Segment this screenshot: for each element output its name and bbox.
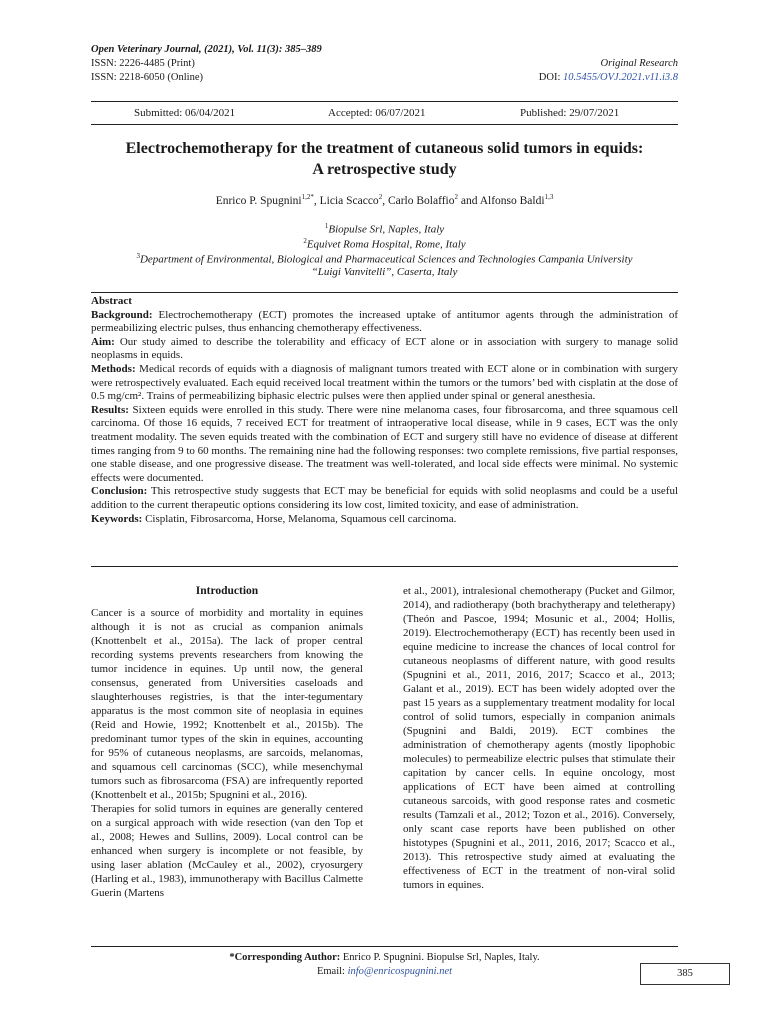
abstract-heading bbox=[91, 295, 678, 309]
affiliation-3-sup: 3 bbox=[136, 252, 140, 260]
abstract-aim bbox=[91, 336, 678, 363]
aim-label: Aim: bbox=[91, 335, 115, 348]
accepted-date: Accepted: 06/07/2021 bbox=[328, 107, 426, 119]
corr-text: Enrico P. Spugnini. Biopulse Srl, Naples, Italy. bbox=[340, 952, 540, 963]
header-rule bbox=[91, 101, 678, 102]
author-3-sup: 2 bbox=[454, 193, 458, 201]
issn-online: ISSN: 2218-6050 (Online) bbox=[91, 72, 203, 83]
page-number: 385 bbox=[640, 963, 730, 985]
author-1: Enrico P. Spugnini bbox=[215, 194, 302, 207]
background-text: Electrochemotherapy (ECT) promotes the increased uptake of antitumor agents through the administration of permeabilizing electric pulses, thus enhancing chemotherapy effectiveness. bbox=[91, 308, 678, 335]
affiliation-1-sup: 1 bbox=[324, 222, 329, 230]
author-1-sup: 1,2* bbox=[301, 193, 314, 201]
doi-label: DOI: bbox=[538, 72, 563, 83]
corresponding-author bbox=[91, 952, 678, 963]
affiliation-3-text: Department of Environmental, Biological and Pharmaceutical Sciences and Technologies Campania University bbox=[139, 253, 633, 266]
conclusion-text: This retrospective study suggests that ECT may be beneficial for equids with solid neoplasms and could be a useful addition to the current therapeutic options considering its low cost, limited toxicity, and ease of administration. bbox=[91, 485, 678, 511]
article-type: Original Research bbox=[600, 58, 678, 69]
affiliation-2-sup: 2 bbox=[303, 237, 307, 245]
keywords-label: Keywords: bbox=[91, 512, 143, 525]
affiliation-3 bbox=[91, 252, 678, 266]
abstract-conclusion bbox=[91, 485, 678, 512]
corresponding-email bbox=[91, 966, 678, 977]
doi-link[interactable]: 10.5455/OVJ.2021.v11.i3.8 bbox=[563, 72, 678, 83]
title-line-1: Electrochemotherapy for the treatment of cutaneous solid tumors in equids: bbox=[125, 140, 644, 157]
abstract-bottom-rule bbox=[91, 566, 678, 567]
abstract-heading-text: Abstract bbox=[91, 295, 132, 307]
submitted-date: Submitted: 06/04/2021 bbox=[134, 107, 236, 119]
results-text: Sixteen equids were enrolled in this study. There were nine melanoma cases, four fibrosarcoma, and three squamous cell carcinoma. Of those 16 equids, 7 received ECT for treatment of intraoperative local disease, while in 9 cases, ECT was the only treatment modality. The seven equids treated with the combination of ECT and surgery still have no evidence of disease at different times ranging from 9 to 60 months. The remaining nine had the following responses: two complete remissions, five partial responses, one stable disease, and one progressive disease. The treatment was well-tolerated, and local side effects were minimal. No systemic effects were documented. bbox=[91, 403, 678, 484]
methods-label: Methods: bbox=[91, 362, 136, 375]
background-label: Background: bbox=[91, 308, 153, 321]
introduction-heading: Introduction bbox=[195, 585, 259, 597]
methods-text: Medical records of equids with a diagnosis of malignant tumors treated with ECT alone or in combination with surgery were retrospectively evaluated. Each equid received local treatment within the tumors or the tumors’ bed with cisplatin at the dose of 0.5 mg/cm². Trains of permeabilizing biphasic electric pulses were then applied under spinal or general anesthesia. bbox=[91, 362, 678, 403]
intro-paragraph-3: et al., 2001), intralesional chemotherapy (Pucket and Gilmor, 2014), and radiotherapy (both brachytherapy and teletherapy) (Theón and Pascoe, 1994; Mosunic et al., 2004; Hollis, 2019). Electrochemotherapy (ECT) has recently been used in equine medicine to increase the chances of local control for cutaneous neoplasms of different nature, with good results (Spugnini et al., 2011, 2016, 2017; Scacco et al., 2013; Galant et al., 2019). ECT has been widely adopted over the past 15 years as a supplementary treatment modality for local control of solid tumors, especially in companion animals (Spugnini and Baldi, 2019). ECT combines the administration of chemotherapy agents (mostly lipophobic molecules) to permeabilize electric pulses that stimulate their capitation by cancer cells. In equine oncology, most applications of ECT have been aimed at controlling cutaneous sarcoids, with good response rates and cosmetic results (Tamzali et al., 2012; Tozon et al., 2016). Conversely, only scant case reports have been published on other histotypes (Spugnini et al., 2011, 2016, 2017; Scacco et al., 2013). This retrospective study aimed at evaluating the effectiveness of ECT in the treatment of non-viral solid tumors in equines. bbox=[403, 585, 675, 891]
email-link[interactable]: info@enricospugnini.net bbox=[347, 966, 453, 977]
abstract bbox=[91, 295, 678, 526]
affiliation-3-cont: “Luigi Vanvitelli”, Caserta, Italy bbox=[311, 266, 458, 278]
abstract-keywords bbox=[91, 513, 678, 527]
author-3: , Carlo Bolaffio bbox=[382, 194, 455, 207]
abstract-top-rule bbox=[91, 292, 678, 293]
author-2: , Licia Scacco bbox=[313, 194, 379, 207]
results-label: Results: bbox=[91, 403, 129, 416]
corr-label: *Corresponding Author: bbox=[229, 952, 341, 963]
affiliation-1 bbox=[91, 222, 678, 236]
dates-rule bbox=[91, 124, 678, 125]
right-column bbox=[403, 584, 675, 892]
affiliation-2-text: Equivet Roma Hospital, Rome, Italy bbox=[306, 238, 466, 251]
abstract-results bbox=[91, 404, 678, 486]
issn-print: ISSN: 2226-4485 (Print) bbox=[91, 58, 195, 69]
abstract-methods bbox=[91, 363, 678, 404]
affiliation-2 bbox=[91, 237, 678, 251]
intro-paragraph-1: Cancer is a source of morbidity and mortality in equines although it is not as crucial as companion animals (Knottenbelt et al., 2015a). The lack of proper central recording systems prevents researchers from knowing the tumor incidence in equines. Up until now, the general consensus, generated from Universities caseloads and slaughterhouses registries, is that the inter-tegumentary apparatus is the most common site of neoplasia in equines (Reid and Howie, 1992; Knottenbelt et al., 2015b). The predominant tumor types of the skin in equines, accounting for 95% of cutaneous neoplasms, are sarcoids, melanomas, and squamous cell carcinomas (SCC), while mesenchymal tumors such as fibrosarcoma (FSA) are infrequently reported (Knottenbelt et al., 2015b; Spugnini et al., 2016). bbox=[91, 607, 363, 801]
footer-rule bbox=[91, 946, 678, 947]
author-4: and Alfonso Baldi bbox=[457, 194, 545, 207]
journal-citation: Open Veterinary Journal, (2021), Vol. 11(3): 385–389 bbox=[91, 44, 322, 55]
abstract-background bbox=[91, 309, 678, 336]
author-2-sup: 2 bbox=[378, 193, 383, 201]
affiliation-1-text: Biopulse Srl, Naples, Italy bbox=[328, 223, 445, 236]
published-date: Published: 29/07/2021 bbox=[520, 107, 620, 119]
aim-text: Our study aimed to describe the tolerability and efficacy of ECT alone or in association with surgery to manage solid neoplasms in equids. bbox=[91, 335, 678, 362]
keywords-text: Cisplatin, Fibrosarcoma, Horse, Melanoma, Squamous cell carcinoma. bbox=[142, 512, 457, 525]
doi bbox=[539, 72, 678, 83]
email-label: Email: bbox=[316, 966, 348, 977]
article-title bbox=[91, 138, 678, 180]
left-column bbox=[91, 584, 363, 900]
author-list bbox=[91, 193, 678, 207]
author-4-sup: 1,3 bbox=[544, 193, 554, 201]
intro-paragraph-2: Therapies for solid tumors in equines are generally centered on a surgical approach with wide resection (van den Top et al., 2008; Hewes and Sullins, 2009). Local control can be enhanced when surgery is incomplete or not feasible, by using laser ablation (McCauley et al., 2002), cryosurgery (Harling et al., 1983), immunotherapy with Bacillus Calmette Guerin (Martens bbox=[91, 803, 363, 899]
conclusion-label: Conclusion: bbox=[91, 485, 148, 498]
title-line-2: A retrospective study bbox=[312, 161, 457, 178]
